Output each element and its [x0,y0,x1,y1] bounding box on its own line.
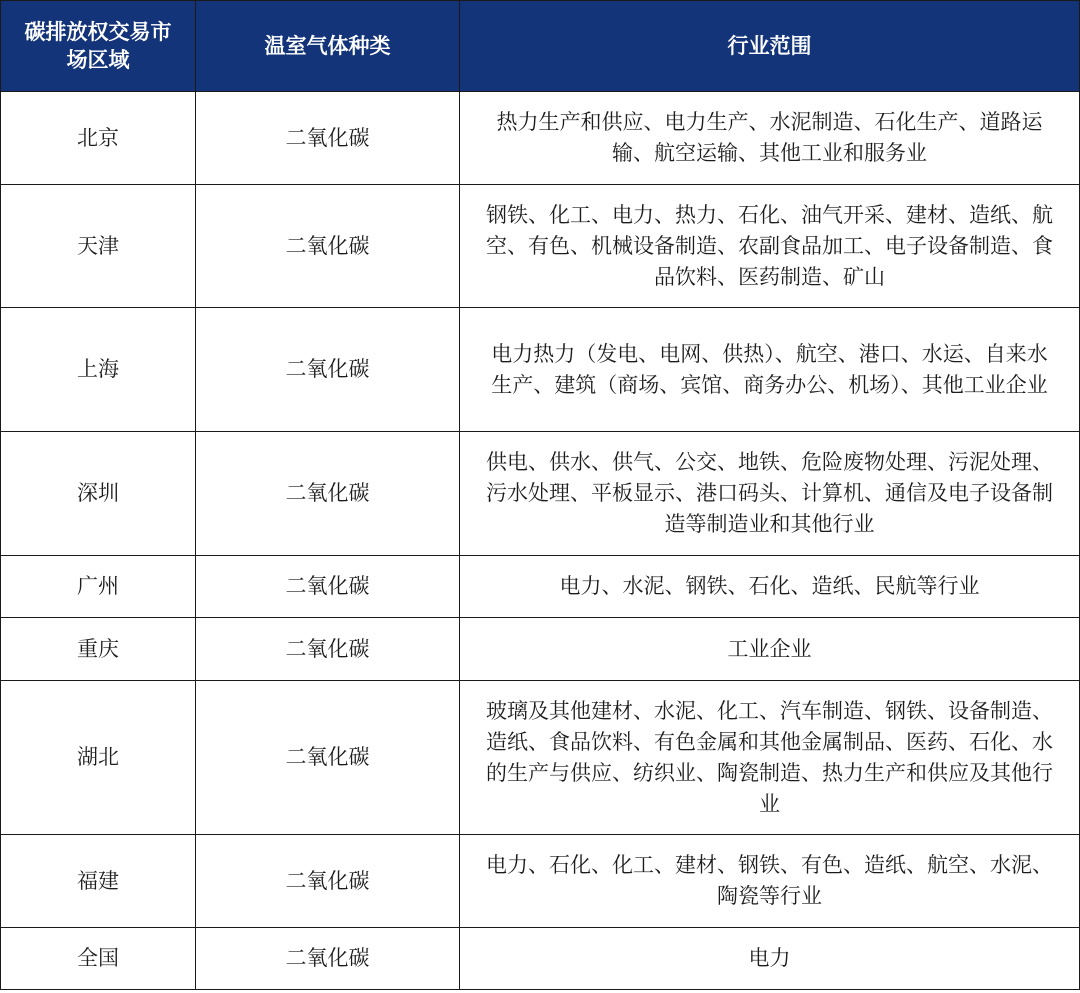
gas-cell: 二氧化碳 [196,92,460,185]
table-header-row [1,1,1080,92]
gas-cell: 二氧化碳 [196,185,460,308]
gas-cell: 二氧化碳 [196,681,460,835]
header-gas-type: 温室气体种类 [196,1,460,92]
industry-cell: 工业企业 [460,618,1080,681]
table-row [1,618,1080,681]
region-cell: 上海 [1,308,196,432]
industry-cell: 热力生产和供应、电力生产、水泥制造、石化生产、道路运输、航空运输、其他工业和服务业 [460,92,1080,185]
table-row [1,92,1080,185]
gas-cell: 二氧化碳 [196,308,460,432]
header-region: 碳排放权交易市场区域 [1,1,196,92]
industry-cell: 电力、石化、化工、建材、钢铁、有色、造纸、航空、水泥、陶瓷等行业 [460,835,1080,928]
industry-cell: 玻璃及其他建材、水泥、化工、汽车制造、钢铁、设备制造、造纸、食品饮料、有色金属和其他金属制品、医药、石化、水的生产与供应、纺织业、陶瓷制造、热力生产和供应及其他行业 [460,681,1080,835]
region-cell: 福建 [1,835,196,928]
table-row [1,185,1080,308]
table-row [1,432,1080,556]
region-cell: 全国 [1,928,196,990]
table-row [1,556,1080,618]
region-cell: 北京 [1,92,196,185]
table-row [1,928,1080,990]
region-cell: 深圳 [1,432,196,556]
region-cell: 天津 [1,185,196,308]
industry-cell: 电力、水泥、钢铁、石化、造纸、民航等行业 [460,556,1080,618]
table-row [1,681,1080,835]
region-cell: 湖北 [1,681,196,835]
gas-cell: 二氧化碳 [196,928,460,990]
table-row [1,308,1080,432]
gas-cell: 二氧化碳 [196,556,460,618]
industry-cell: 钢铁、化工、电力、热力、石化、油气开采、建材、造纸、航空、有色、机械设备制造、农副食品加工、电子设备制造、食品饮料、医药制造、矿山 [460,185,1080,308]
region-cell: 重庆 [1,618,196,681]
gas-cell: 二氧化碳 [196,618,460,681]
table-row [1,835,1080,928]
gas-cell: 二氧化碳 [196,432,460,556]
industry-cell: 供电、供水、供气、公交、地铁、危险废物处理、污泥处理、污水处理、平板显示、港口码头、计算机、通信及电子设备制造等制造业和其他行业 [460,432,1080,556]
header-industry-scope: 行业范围 [460,1,1080,92]
region-cell: 广州 [1,556,196,618]
industry-cell: 电力 [460,928,1080,990]
industry-cell: 电力热力（发电、电网、供热）、航空、港口、水运、自来水生产、建筑（商场、宾馆、商务办公、机场）、其他工业企业 [460,308,1080,432]
gas-cell: 二氧化碳 [196,835,460,928]
